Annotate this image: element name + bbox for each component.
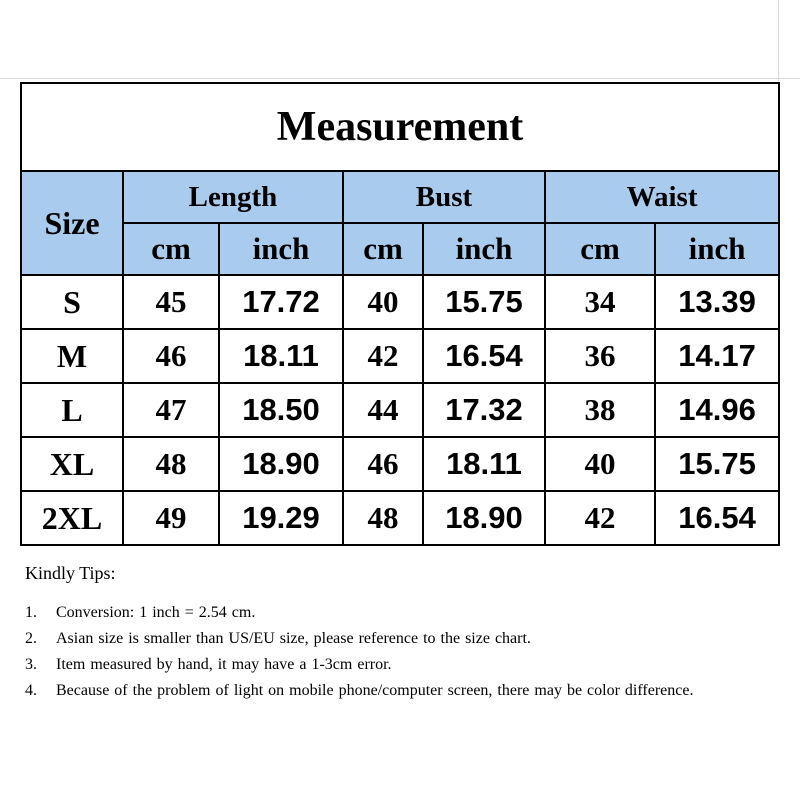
bust-cm-cell: 44 [343, 383, 423, 437]
tip-text: Because of the problem of light on mobile phone/computer screen, there may be color difference. [56, 682, 694, 699]
bust-header: Bust [343, 171, 545, 223]
waist-cm-cell: 38 [545, 383, 655, 437]
waist-header: Waist [545, 171, 779, 223]
waist-cm-cell: 42 [545, 491, 655, 545]
bust-cm-cell: 46 [343, 437, 423, 491]
length-cm-cell: 46 [123, 329, 219, 383]
length-inch-cell: 19.29 [219, 491, 343, 545]
size-cell: XL [21, 437, 123, 491]
size-cell: M [21, 329, 123, 383]
length-inch-cell: 18.90 [219, 437, 343, 491]
table-title: Measurement [21, 83, 779, 171]
list-item [25, 678, 785, 704]
tip-text: Asian size is smaller than US/EU size, please reference to the size chart. [56, 630, 531, 647]
list-item [25, 652, 785, 678]
length-cm-cell: 45 [123, 275, 219, 329]
waist-inch-cell: 14.17 [655, 329, 779, 383]
waist-inch-cell: 16.54 [655, 491, 779, 545]
waist-inch-cell: 15.75 [655, 437, 779, 491]
bust-inch-cell: 16.54 [423, 329, 545, 383]
length-inch-cell: 18.11 [219, 329, 343, 383]
waist-cm-cell: 36 [545, 329, 655, 383]
size-cell: L [21, 383, 123, 437]
table-row [21, 383, 779, 437]
length-header: Length [123, 171, 343, 223]
length-cm-cell: 47 [123, 383, 219, 437]
length-cm-cell: 49 [123, 491, 219, 545]
table-row [21, 491, 779, 545]
list-item [25, 626, 785, 652]
tips-heading: Kindly Tips: [25, 563, 116, 583]
tips-section [25, 563, 785, 704]
size-cell: 2XL [21, 491, 123, 545]
bust-inch-header: inch [423, 223, 545, 275]
table-row [21, 437, 779, 491]
bust-cm-cell: 48 [343, 491, 423, 545]
tip-number: 4. [25, 682, 37, 699]
size-header: Size [21, 171, 123, 275]
bust-inch-cell: 17.32 [423, 383, 545, 437]
list-item [25, 600, 785, 626]
bust-inch-cell: 18.11 [423, 437, 545, 491]
waist-cm-cell: 34 [545, 275, 655, 329]
waist-cm-header: cm [545, 223, 655, 275]
length-cm-header: cm [123, 223, 219, 275]
bust-cm-header: cm [343, 223, 423, 275]
waist-inch-header: inch [655, 223, 779, 275]
tip-number: 2. [25, 630, 37, 647]
size-chart-table [20, 82, 780, 546]
size-cell: S [21, 275, 123, 329]
tip-text: Conversion: 1 inch = 2.54 cm. [56, 604, 256, 621]
tips-list [25, 600, 785, 704]
bust-inch-cell: 18.90 [423, 491, 545, 545]
tip-text: Item measured by hand, it may have a 1-3cm error. [56, 656, 392, 673]
bust-cm-cell: 42 [343, 329, 423, 383]
gridline [0, 78, 800, 79]
length-cm-cell: 48 [123, 437, 219, 491]
bust-inch-cell: 15.75 [423, 275, 545, 329]
waist-inch-cell: 14.96 [655, 383, 779, 437]
waist-cm-cell: 40 [545, 437, 655, 491]
waist-inch-cell: 13.39 [655, 275, 779, 329]
length-inch-cell: 17.72 [219, 275, 343, 329]
tip-number: 3. [25, 656, 37, 673]
length-inch-cell: 18.50 [219, 383, 343, 437]
table-row [21, 329, 779, 383]
length-inch-header: inch [219, 223, 343, 275]
tip-number: 1. [25, 604, 37, 621]
table-row [21, 275, 779, 329]
bust-cm-cell: 40 [343, 275, 423, 329]
